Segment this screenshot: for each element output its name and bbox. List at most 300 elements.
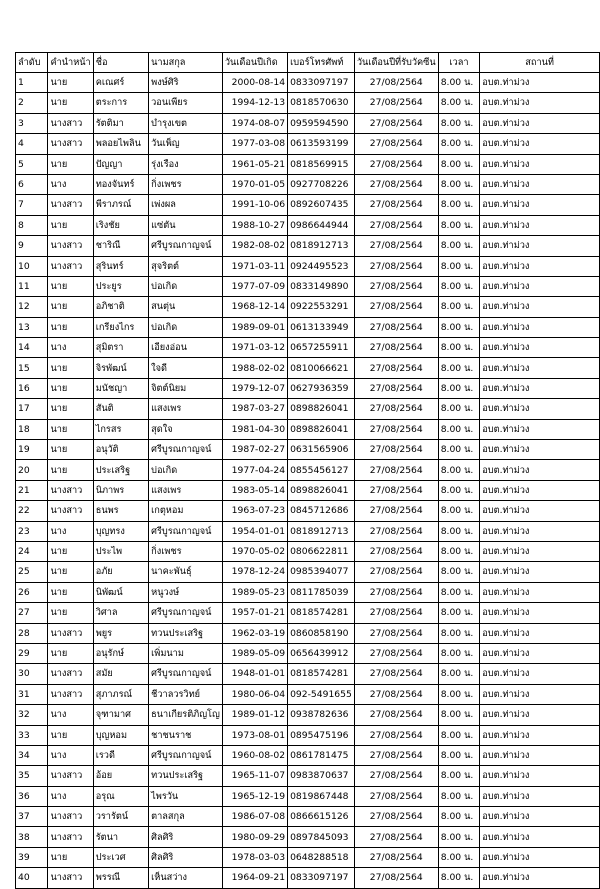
cell-title: นาง xyxy=(48,705,93,725)
cell-first-name: นิภาพร xyxy=(93,480,148,500)
cell-time: 8.00 น. xyxy=(438,113,480,133)
cell-vaccine-date: 27/08/2564 xyxy=(354,664,438,684)
cell-birth-date: 1978-03-03 xyxy=(222,847,287,867)
cell-vaccine-date: 27/08/2564 xyxy=(354,154,438,174)
cell-last-name: บ่อเกิด xyxy=(149,460,223,480)
cell-first-name: ประเวศ xyxy=(93,847,148,867)
cell-index: 30 xyxy=(16,664,48,684)
cell-index: 16 xyxy=(16,378,48,398)
cell-phone: 0811785039 xyxy=(288,582,355,602)
cell-first-name: เรวดี xyxy=(93,745,148,765)
cell-index: 40 xyxy=(16,868,48,888)
cell-phone: 0855456127 xyxy=(288,460,355,480)
cell-index: 35 xyxy=(16,766,48,786)
cell-first-name: พลอยไพลิน xyxy=(93,134,148,154)
cell-vaccine-date: 27/08/2564 xyxy=(354,684,438,704)
cell-phone: 0648288518 xyxy=(288,847,355,867)
cell-first-name: อรุณ xyxy=(93,786,148,806)
cell-title: นางสาว xyxy=(48,236,93,256)
cell-time: 8.00 น. xyxy=(438,643,480,663)
cell-phone: 0986644944 xyxy=(288,215,355,235)
cell-time: 8.00 น. xyxy=(438,480,480,500)
cell-title: นางสาว xyxy=(48,480,93,500)
cell-birth-date: 1987-02-27 xyxy=(222,440,287,460)
cell-last-name: สุดใจ xyxy=(149,419,223,439)
table-row xyxy=(16,338,600,358)
cell-vaccine-date: 27/08/2564 xyxy=(354,786,438,806)
cell-birth-date: 1977-04-24 xyxy=(222,460,287,480)
cell-index: 39 xyxy=(16,847,48,867)
cell-vaccine-date: 27/08/2564 xyxy=(354,419,438,439)
cell-index: 38 xyxy=(16,827,48,847)
cell-last-name: วอนเพียร xyxy=(149,93,223,113)
header-first-name: ชื่อ xyxy=(93,53,148,73)
cell-title: นาย xyxy=(48,93,93,113)
cell-title: นาย xyxy=(48,541,93,561)
cell-location: อบต.ท่าม่วง xyxy=(480,460,600,480)
cell-first-name: อนุวัติ xyxy=(93,440,148,460)
cell-title: นางสาว xyxy=(48,256,93,276)
cell-phone: 0818574281 xyxy=(288,603,355,623)
header-vaccine-date: วันเดือนปีที่รับวัคซีน xyxy=(354,53,438,73)
cell-first-name: ธนพร xyxy=(93,501,148,521)
cell-time: 8.00 น. xyxy=(438,399,480,419)
table-row xyxy=(16,460,600,480)
cell-first-name: ประเสริฐ xyxy=(93,460,148,480)
cell-title: นาย xyxy=(48,440,93,460)
cell-birth-date: 1965-11-07 xyxy=(222,766,287,786)
cell-time: 8.00 น. xyxy=(438,603,480,623)
cell-phone: 0818574281 xyxy=(288,664,355,684)
cell-index: 31 xyxy=(16,684,48,704)
cell-index: 4 xyxy=(16,134,48,154)
header-phone: เบอร์โทรศัพท์ xyxy=(288,53,355,73)
cell-last-name: หนูวงษ์ xyxy=(149,582,223,602)
cell-last-name: ศรีบูรณกาญจน์ xyxy=(149,745,223,765)
table-row xyxy=(16,827,600,847)
cell-vaccine-date: 27/08/2564 xyxy=(354,113,438,133)
cell-index: 33 xyxy=(16,725,48,745)
table-row xyxy=(16,847,600,867)
cell-location: อบต.ท่าม่วง xyxy=(480,521,600,541)
cell-first-name: นิพัฒน์ xyxy=(93,582,148,602)
cell-birth-date: 1954-01-01 xyxy=(222,521,287,541)
cell-phone: 0892607435 xyxy=(288,195,355,215)
cell-first-name: ตระการ xyxy=(93,93,148,113)
cell-birth-date: 1978-12-24 xyxy=(222,562,287,582)
cell-phone: 0833097197 xyxy=(288,73,355,93)
cell-index: 5 xyxy=(16,154,48,174)
cell-first-name: ชาริณี xyxy=(93,236,148,256)
cell-time: 8.00 น. xyxy=(438,73,480,93)
cell-index: 7 xyxy=(16,195,48,215)
cell-time: 8.00 น. xyxy=(438,154,480,174)
cell-last-name: แสงเพร xyxy=(149,399,223,419)
cell-phone: 092-5491655 xyxy=(288,684,355,704)
cell-index: 36 xyxy=(16,786,48,806)
cell-birth-date: 1983-05-14 xyxy=(222,480,287,500)
cell-last-name: กิ่งเพชร xyxy=(149,541,223,561)
cell-title: นาง xyxy=(48,174,93,194)
cell-time: 8.00 น. xyxy=(438,195,480,215)
cell-time: 8.00 น. xyxy=(438,276,480,296)
cell-vaccine-date: 27/08/2564 xyxy=(354,868,438,888)
table-row xyxy=(16,93,600,113)
table-row xyxy=(16,684,600,704)
cell-time: 8.00 น. xyxy=(438,807,480,827)
cell-phone: 0818570630 xyxy=(288,93,355,113)
cell-last-name: ทวนประเสริฐ xyxy=(149,623,223,643)
cell-time: 8.00 น. xyxy=(438,705,480,725)
cell-vaccine-date: 27/08/2564 xyxy=(354,501,438,521)
cell-title: นาย xyxy=(48,297,93,317)
cell-title: นางสาว xyxy=(48,827,93,847)
cell-vaccine-date: 27/08/2564 xyxy=(354,256,438,276)
cell-title: นาย xyxy=(48,419,93,439)
header-last-name: นามสกุล xyxy=(149,53,223,73)
cell-time: 8.00 น. xyxy=(438,297,480,317)
cell-location: อบต.ท่าม่วง xyxy=(480,174,600,194)
cell-last-name: กิ่งเพชร xyxy=(149,174,223,194)
cell-vaccine-date: 27/08/2564 xyxy=(354,827,438,847)
cell-time: 8.00 น. xyxy=(438,868,480,888)
cell-phone: 0861781475 xyxy=(288,745,355,765)
cell-birth-date: 1987-03-27 xyxy=(222,399,287,419)
cell-birth-date: 1971-03-11 xyxy=(222,256,287,276)
cell-title: นาย xyxy=(48,378,93,398)
cell-last-name: แซ่ตัน xyxy=(149,215,223,235)
cell-location: อบต.ท่าม่วง xyxy=(480,236,600,256)
cell-first-name: วรารัตน์ xyxy=(93,807,148,827)
cell-vaccine-date: 27/08/2564 xyxy=(354,705,438,725)
table-row xyxy=(16,113,600,133)
cell-index: 2 xyxy=(16,93,48,113)
table-row xyxy=(16,236,600,256)
cell-title: นาย xyxy=(48,725,93,745)
cell-location: อบต.ท่าม่วง xyxy=(480,297,600,317)
cell-time: 8.00 น. xyxy=(438,582,480,602)
cell-phone: 0983870637 xyxy=(288,766,355,786)
cell-vaccine-date: 27/08/2564 xyxy=(354,399,438,419)
cell-location: อบต.ท่าม่วง xyxy=(480,399,600,419)
cell-location: อบต.ท่าม่วง xyxy=(480,256,600,276)
cell-last-name: เอียงอ่อน xyxy=(149,338,223,358)
cell-location: อบต.ท่าม่วง xyxy=(480,113,600,133)
cell-title: นาย xyxy=(48,154,93,174)
cell-first-name: จิรพัฒน์ xyxy=(93,358,148,378)
cell-location: อบต.ท่าม่วง xyxy=(480,786,600,806)
table-row xyxy=(16,154,600,174)
table-row xyxy=(16,623,600,643)
cell-title: นาย xyxy=(48,643,93,663)
cell-birth-date: 1977-03-08 xyxy=(222,134,287,154)
cell-location: อบต.ท่าม่วง xyxy=(480,562,600,582)
cell-location: อบต.ท่าม่วง xyxy=(480,480,600,500)
cell-vaccine-date: 27/08/2564 xyxy=(354,317,438,337)
cell-index: 24 xyxy=(16,541,48,561)
cell-first-name: เกรียงไกร xyxy=(93,317,148,337)
cell-birth-date: 1960-08-02 xyxy=(222,745,287,765)
cell-location: อบต.ท่าม่วง xyxy=(480,378,600,398)
cell-birth-date: 1989-01-12 xyxy=(222,705,287,725)
cell-vaccine-date: 27/08/2564 xyxy=(354,623,438,643)
cell-time: 8.00 น. xyxy=(438,786,480,806)
cell-last-name: นาคะพันธุ์ xyxy=(149,562,223,582)
cell-time: 8.00 น. xyxy=(438,256,480,276)
table-row xyxy=(16,745,600,765)
cell-last-name: ศิลศิริ xyxy=(149,827,223,847)
cell-location: อบต.ท่าม่วง xyxy=(480,705,600,725)
cell-time: 8.00 น. xyxy=(438,766,480,786)
cell-birth-date: 1989-05-23 xyxy=(222,582,287,602)
cell-phone: 0810066621 xyxy=(288,358,355,378)
cell-last-name: พงษ์ศิริ xyxy=(149,73,223,93)
cell-birth-date: 1988-02-02 xyxy=(222,358,287,378)
cell-time: 8.00 น. xyxy=(438,134,480,154)
cell-vaccine-date: 27/08/2564 xyxy=(354,766,438,786)
cell-index: 12 xyxy=(16,297,48,317)
cell-location: อบต.ท่าม่วง xyxy=(480,154,600,174)
cell-birth-date: 1948-01-01 xyxy=(222,664,287,684)
cell-location: อบต.ท่าม่วง xyxy=(480,603,600,623)
cell-phone: 0613593199 xyxy=(288,134,355,154)
cell-vaccine-date: 27/08/2564 xyxy=(354,807,438,827)
cell-phone: 0631565906 xyxy=(288,440,355,460)
cell-last-name: แสงเพร xyxy=(149,480,223,500)
cell-index: 17 xyxy=(16,399,48,419)
cell-birth-date: 1994-12-13 xyxy=(222,93,287,113)
cell-time: 8.00 น. xyxy=(438,174,480,194)
table-row xyxy=(16,215,600,235)
cell-title: นาย xyxy=(48,399,93,419)
cell-birth-date: 1980-06-04 xyxy=(222,684,287,704)
header-birth-date: วันเดือนปีเกิด xyxy=(222,53,287,73)
cell-time: 8.00 น. xyxy=(438,378,480,398)
cell-birth-date: 1986-07-08 xyxy=(222,807,287,827)
cell-first-name: ประยูร xyxy=(93,276,148,296)
table-row xyxy=(16,868,600,888)
cell-first-name: พยูร xyxy=(93,623,148,643)
cell-phone: 0922553291 xyxy=(288,297,355,317)
cell-vaccine-date: 27/08/2564 xyxy=(354,134,438,154)
cell-index: 23 xyxy=(16,521,48,541)
cell-location: อบต.ท่าม่วง xyxy=(480,582,600,602)
cell-vaccine-date: 27/08/2564 xyxy=(354,521,438,541)
cell-time: 8.00 น. xyxy=(438,419,480,439)
cell-time: 8.00 น. xyxy=(438,847,480,867)
cell-vaccine-date: 27/08/2564 xyxy=(354,338,438,358)
cell-first-name: บุญทรง xyxy=(93,521,148,541)
cell-title: นาง xyxy=(48,521,93,541)
cell-time: 8.00 น. xyxy=(438,684,480,704)
cell-phone: 0898826041 xyxy=(288,480,355,500)
cell-birth-date: 1991-10-06 xyxy=(222,195,287,215)
cell-vaccine-date: 27/08/2564 xyxy=(354,582,438,602)
cell-title: นาง xyxy=(48,338,93,358)
cell-last-name: บ่อเกิด xyxy=(149,317,223,337)
cell-time: 8.00 น. xyxy=(438,440,480,460)
cell-first-name: ไกรสร xyxy=(93,419,148,439)
cell-location: อบต.ท่าม่วง xyxy=(480,195,600,215)
cell-phone: 0938782636 xyxy=(288,705,355,725)
cell-birth-date: 1982-08-02 xyxy=(222,236,287,256)
table-row xyxy=(16,358,600,378)
cell-last-name: วันเพ็ญ xyxy=(149,134,223,154)
cell-last-name: ศรีบูรณกาญจน์ xyxy=(149,664,223,684)
table-row xyxy=(16,541,600,561)
cell-title: นางสาว xyxy=(48,807,93,827)
cell-location: อบต.ท่าม่วง xyxy=(480,419,600,439)
cell-title: นาย xyxy=(48,73,93,93)
cell-index: 6 xyxy=(16,174,48,194)
cell-index: 25 xyxy=(16,562,48,582)
cell-last-name: ศรีบูรณกาญจน์ xyxy=(149,603,223,623)
cell-last-name: เกตุหอม xyxy=(149,501,223,521)
cell-birth-date: 1970-01-05 xyxy=(222,174,287,194)
cell-first-name: ประไพ xyxy=(93,541,148,561)
cell-last-name: ศรีบูรณกาญจน์ xyxy=(149,440,223,460)
cell-location: อบต.ท่าม่วง xyxy=(480,684,600,704)
cell-time: 8.00 น. xyxy=(438,725,480,745)
cell-title: นาย xyxy=(48,317,93,337)
cell-birth-date: 1961-05-21 xyxy=(222,154,287,174)
cell-vaccine-date: 27/08/2564 xyxy=(354,847,438,867)
cell-phone: 0613133949 xyxy=(288,317,355,337)
cell-first-name: สุภาภรณ์ xyxy=(93,684,148,704)
cell-title: นาย xyxy=(48,460,93,480)
cell-title: นางสาว xyxy=(48,195,93,215)
cell-location: อบต.ท่าม่วง xyxy=(480,73,600,93)
cell-vaccine-date: 27/08/2564 xyxy=(354,541,438,561)
cell-index: 14 xyxy=(16,338,48,358)
cell-phone: 0898826041 xyxy=(288,399,355,419)
cell-index: 19 xyxy=(16,440,48,460)
cell-location: อบต.ท่าม่วง xyxy=(480,827,600,847)
cell-title: นางสาว xyxy=(48,664,93,684)
table-row xyxy=(16,480,600,500)
cell-last-name: ทวนประเสริฐ xyxy=(149,766,223,786)
cell-time: 8.00 น. xyxy=(438,745,480,765)
cell-last-name: เพิ่มนาม xyxy=(149,643,223,663)
cell-time: 8.00 น. xyxy=(438,562,480,582)
cell-vaccine-date: 27/08/2564 xyxy=(354,276,438,296)
cell-birth-date: 1988-10-27 xyxy=(222,215,287,235)
cell-phone: 0833097197 xyxy=(288,868,355,888)
cell-index: 27 xyxy=(16,603,48,623)
table-row xyxy=(16,603,600,623)
cell-vaccine-date: 27/08/2564 xyxy=(354,562,438,582)
header-title: คำนำหน้า xyxy=(48,53,93,73)
cell-birth-date: 1974-08-07 xyxy=(222,113,287,133)
cell-index: 32 xyxy=(16,705,48,725)
cell-first-name: สมัย xyxy=(93,664,148,684)
cell-vaccine-date: 27/08/2564 xyxy=(354,358,438,378)
cell-vaccine-date: 27/08/2564 xyxy=(354,297,438,317)
table-row xyxy=(16,705,600,725)
cell-vaccine-date: 27/08/2564 xyxy=(354,195,438,215)
cell-vaccine-date: 27/08/2564 xyxy=(354,236,438,256)
cell-location: อบต.ท่าม่วง xyxy=(480,643,600,663)
cell-time: 8.00 น. xyxy=(438,541,480,561)
cell-last-name: บำรุงเขต xyxy=(149,113,223,133)
cell-time: 8.00 น. xyxy=(438,623,480,643)
cell-location: อบต.ท่าม่วง xyxy=(480,847,600,867)
cell-title: นางสาว xyxy=(48,623,93,643)
cell-location: อบต.ท่าม่วง xyxy=(480,134,600,154)
cell-phone: 0898826041 xyxy=(288,419,355,439)
cell-last-name: ศรีบูรณกาญจน์ xyxy=(149,236,223,256)
cell-index: 10 xyxy=(16,256,48,276)
cell-birth-date: 1965-12-19 xyxy=(222,786,287,806)
cell-first-name: ปัญญา xyxy=(93,154,148,174)
cell-first-name: บุญหอม xyxy=(93,725,148,745)
cell-vaccine-date: 27/08/2564 xyxy=(354,215,438,235)
cell-first-name: อนุรักษ์ xyxy=(93,643,148,663)
cell-phone: 0897845093 xyxy=(288,827,355,847)
table-row xyxy=(16,134,600,154)
cell-birth-date: 1977-07-09 xyxy=(222,276,287,296)
cell-vaccine-date: 27/08/2564 xyxy=(354,378,438,398)
table-row xyxy=(16,766,600,786)
header-location: สถานที่ xyxy=(480,53,600,73)
cell-index: 34 xyxy=(16,745,48,765)
cell-location: อบต.ท่าม่วง xyxy=(480,541,600,561)
cell-phone: 0924495523 xyxy=(288,256,355,276)
cell-first-name: สันติ xyxy=(93,399,148,419)
cell-time: 8.00 น. xyxy=(438,93,480,113)
cell-last-name: รุ่งเรือง xyxy=(149,154,223,174)
cell-time: 8.00 น. xyxy=(438,236,480,256)
cell-birth-date: 1973-08-01 xyxy=(222,725,287,745)
cell-title: นาย xyxy=(48,562,93,582)
cell-vaccine-date: 27/08/2564 xyxy=(354,73,438,93)
cell-last-name: ธนาเกียรติภิญโญ xyxy=(149,705,223,725)
cell-index: 28 xyxy=(16,623,48,643)
cell-title: นาย xyxy=(48,276,93,296)
table-row xyxy=(16,786,600,806)
table-row xyxy=(16,582,600,602)
cell-last-name: ศิลศิริ xyxy=(149,847,223,867)
cell-title: นาง xyxy=(48,786,93,806)
table-row xyxy=(16,256,600,276)
cell-phone: 0866615126 xyxy=(288,807,355,827)
cell-vaccine-date: 27/08/2564 xyxy=(354,460,438,480)
cell-birth-date: 1981-04-30 xyxy=(222,419,287,439)
cell-title: นางสาว xyxy=(48,501,93,521)
cell-location: อบต.ท่าม่วง xyxy=(480,440,600,460)
cell-location: อบต.ท่าม่วง xyxy=(480,317,600,337)
cell-title: นาง xyxy=(48,745,93,765)
cell-last-name: ไพรวัน xyxy=(149,786,223,806)
cell-location: อบต.ท่าม่วง xyxy=(480,93,600,113)
cell-index: 8 xyxy=(16,215,48,235)
table-row xyxy=(16,174,600,194)
table-row xyxy=(16,276,600,296)
cell-location: อบต.ท่าม่วง xyxy=(480,623,600,643)
cell-last-name: สุจริตต์ xyxy=(149,256,223,276)
cell-vaccine-date: 27/08/2564 xyxy=(354,643,438,663)
cell-index: 26 xyxy=(16,582,48,602)
cell-vaccine-date: 27/08/2564 xyxy=(354,440,438,460)
cell-first-name: ทองจันทร์ xyxy=(93,174,148,194)
header-time: เวลา xyxy=(438,53,480,73)
cell-first-name: สุมิตรา xyxy=(93,338,148,358)
cell-title: นาย xyxy=(48,603,93,623)
cell-birth-date: 1964-09-21 xyxy=(222,868,287,888)
cell-first-name: มนัชญา xyxy=(93,378,148,398)
cell-phone: 0833149890 xyxy=(288,276,355,296)
cell-last-name: ชาชนราช xyxy=(149,725,223,745)
